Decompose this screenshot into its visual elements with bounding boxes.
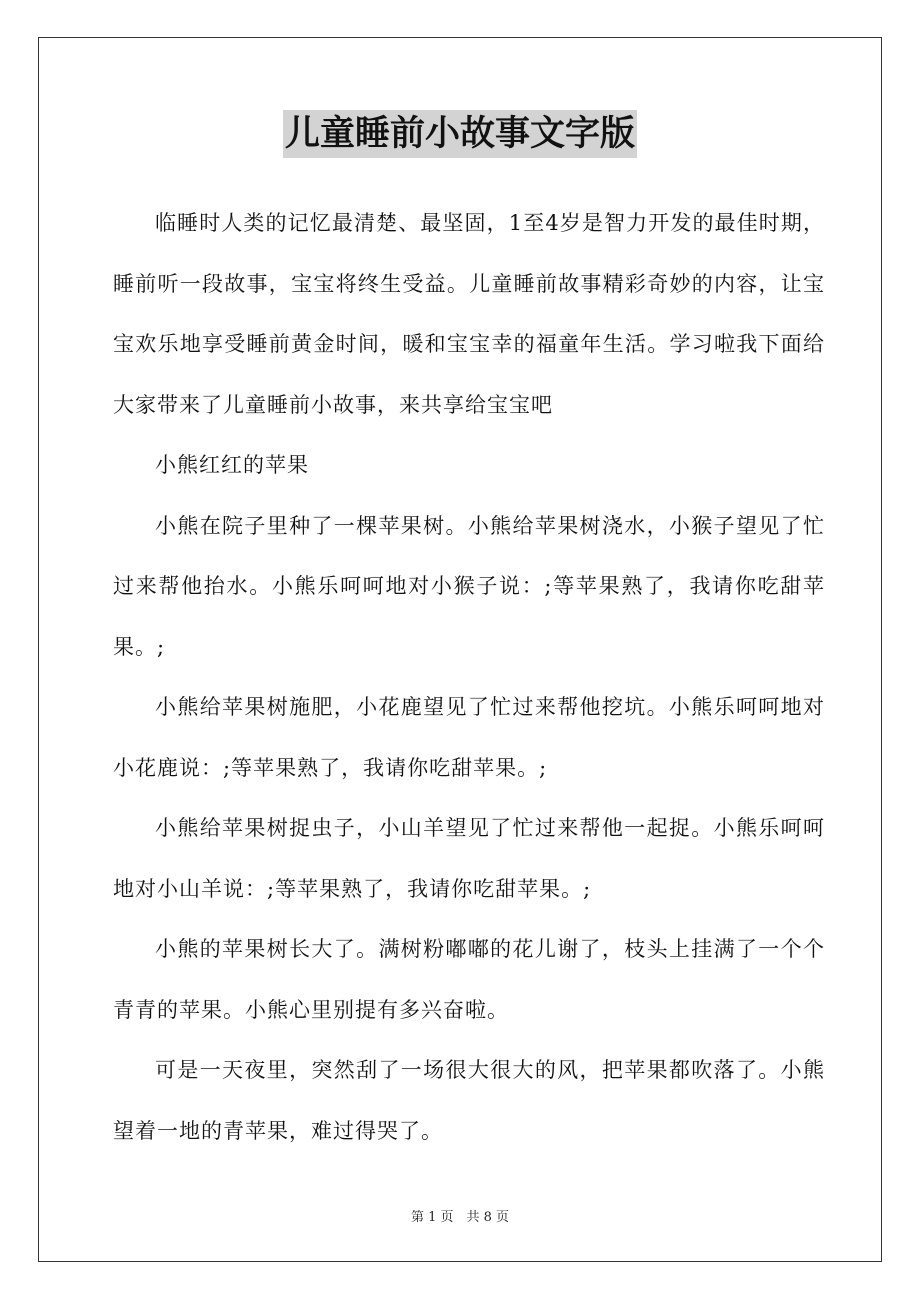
document-title <box>0 110 920 158</box>
story-paragraph-2: 小熊给苹果树施肥，小花鹿望见了忙过来帮他挖坑。小熊乐呵呵地对小花鹿说：;等苹果熟了，我请你吃甜苹果。; <box>113 695 825 780</box>
story-paragraph-5: 可是一天夜里，突然刮了一场很大很大的风，把苹果都吹落了。小熊望着一地的青苹果，难过得哭了。 <box>113 1058 825 1143</box>
intro-paragraph: 临睡时人类的记忆最清楚、最坚固，1至4岁是智力开发的最佳时期，睡前听一段故事，宝宝将终生受益。儿童睡前故事精彩奇妙的内容，让宝宝欢乐地享受睡前黄金时间，暖和宝宝幸的福童年生活。学习啦我下面给大家带来了儿童睡前小故事，来共享给宝宝吧 <box>113 211 825 417</box>
story-title: 小熊红红的苹果 <box>155 453 309 477</box>
document-body <box>113 193 825 1161</box>
story-paragraph-1: 小熊在院子里种了一棵苹果树。小熊给苹果树浇水，小猴子望见了忙过来帮他抬水。小熊乐呵呵地对小猴子说：;等苹果熟了，我请你吃甜苹果。; <box>113 513 825 659</box>
story-paragraph-4: 小熊的苹果树长大了。满树粉嘟嘟的花儿谢了，枝头上挂满了一个个青青的苹果。小熊心里别提有多兴奋啦。 <box>113 937 825 1022</box>
document-title-text: 儿童睡前小故事文字版 <box>283 110 637 158</box>
page-number-footer: 第 1 页 共 8 页 <box>410 1210 510 1225</box>
story-paragraph-3: 小熊给苹果树捉虫子，小山羊望见了忙过来帮他一起捉。小熊乐呵呵地对小山羊说：;等苹果熟了，我请你吃甜苹果。; <box>113 816 825 901</box>
